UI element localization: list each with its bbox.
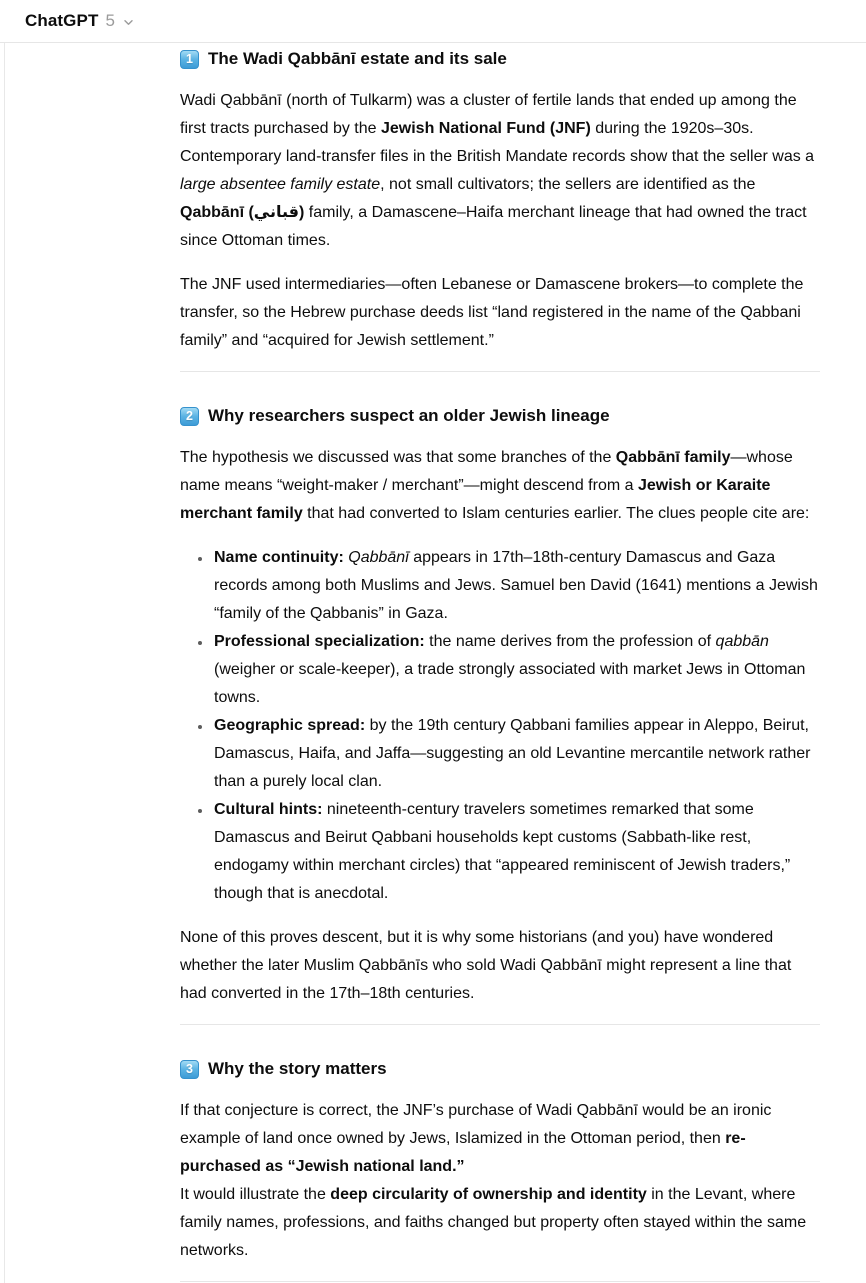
text-run: The hypothesis we discussed was that some branches of the <box>180 449 616 466</box>
list-item <box>212 544 820 628</box>
brand-name: ChatGPT <box>25 11 99 30</box>
keycap-badge-icon: 2 <box>180 407 199 426</box>
italic-text: Qabbānī <box>348 549 409 566</box>
bullet-list <box>180 544 820 908</box>
text-run: nineteenth-century travelers sometimes remarked that some Damascus and Beirut Qabbani households kept customs (Sabbath-like rest, endogamy within merchant circles) that “appeared reminiscent of Jewish traders,” though that is anecdotal. <box>214 801 791 902</box>
text-run: —whose name means “weight-maker / merchant”—might descend from a <box>180 449 793 494</box>
bold-text: Professional specialization: <box>214 633 425 650</box>
section-title: The Wadi Qabbānī estate and its sale <box>208 49 507 68</box>
text-run: , not small cultivators; the sellers are identified as the <box>380 176 756 193</box>
bold-text: Jewish or Karaite merchant family <box>180 477 771 522</box>
text-run: during the 1920s–30s. Contemporary land-transfer files in the British Mandate records show that the seller was a <box>180 120 815 165</box>
text-run: that had converted to Islam centuries earlier. The clues people cite are: <box>302 505 810 522</box>
bold-text: Qabbānī family <box>615 449 731 466</box>
bold-text: Jewish National Fund (JNF) <box>380 120 591 137</box>
text-run: family, a Damascene–Haifa merchant lineage that had owned the tract since Ottoman times. <box>180 204 807 249</box>
bold-text: deep circularity of ownership and identity <box>330 1186 647 1203</box>
paragraph <box>180 271 820 355</box>
text-run: If that conjecture is correct, the JNF’s purchase of Wadi Qabbānī would be an ironic example of land once owned by Jews, Islamized in the Ottoman period, then <box>180 1102 772 1147</box>
section-title: Why researchers suspect an older Jewish lineage <box>208 406 610 425</box>
list-item <box>212 796 820 908</box>
model-switcher-button[interactable] <box>25 7 141 35</box>
italic-text: qabbān <box>715 633 769 650</box>
text-run: The JNF used intermediaries—often Lebanese or Damascene brokers—to complete the transfer, so the Hebrew purchase deeds list “land registered in the name of the Qabbani family” and “acquired for Jewish settlement.” <box>180 276 804 349</box>
italic-text: large absentee family estate <box>180 176 381 193</box>
message-section-2 <box>180 404 820 1008</box>
message-content <box>180 47 820 1282</box>
message-section-1 <box>180 47 820 355</box>
message-section-3 <box>180 1057 820 1265</box>
text-run: the name derives from the profession of <box>424 633 716 650</box>
text-run: by the 19th century Qabbani families appear in Aleppo, Beirut, Damascus, Haifa, and Jaffa—suggesting an old Levantine mercantile network rather than a purely local clan. <box>214 717 811 790</box>
paragraph <box>180 444 820 528</box>
text-run: None of this proves descent, but it is why some historians (and you) have wondered whether the later Muslim Qabbānīs who sold Wadi Qabbānī might represent a line that had converted in the 17th–18th centuries. <box>180 929 792 1002</box>
list-item <box>212 628 820 712</box>
text-run: appears in 17th–18th-century Damascus and Gaza records among both Muslims and Jews. Samuel ben David (1641) mentions a Jewish “family of the Qabbanis” in Gaza. <box>214 549 818 622</box>
bold-text: Geographic spread: <box>214 717 366 734</box>
bold-text: re-purchased as “Jewish national land.” <box>180 1130 746 1175</box>
left-panel-border <box>4 0 5 1283</box>
bold-text: Cultural hints: <box>214 801 323 818</box>
text-run: in the Levant, where family names, professions, and faiths changed but property often stayed within the same networks. <box>180 1186 807 1259</box>
bold-text: Name continuity: <box>214 549 344 566</box>
text-run: It would illustrate the <box>180 1186 331 1203</box>
section-divider <box>180 1024 820 1025</box>
section-divider <box>180 1281 820 1282</box>
chevron-down-icon <box>122 16 135 29</box>
section-heading <box>180 47 820 71</box>
text-run: Wadi Qabbānī (north of Tulkarm) was a cluster of fertile lands that ended up among the first tracts purchased by the <box>180 92 797 137</box>
bold-text: Qabbānī (قباني) <box>180 204 305 221</box>
keycap-badge-icon: 1 <box>180 50 199 69</box>
model-version-label: 5 <box>105 11 115 30</box>
keycap-badge-icon: 3 <box>180 1060 199 1079</box>
paragraph <box>180 924 820 1008</box>
list-item <box>212 712 820 796</box>
section-heading <box>180 1057 820 1081</box>
paragraph <box>180 87 820 255</box>
top-header <box>0 0 866 43</box>
chat-message <box>180 47 820 1282</box>
text-run: (weigher or scale-keeper), a trade strongly associated with market Jews in Ottoman towns. <box>214 661 806 706</box>
section-divider <box>180 371 820 372</box>
paragraph <box>180 1097 820 1265</box>
section-heading <box>180 404 820 428</box>
section-title: Why the story matters <box>208 1059 387 1078</box>
